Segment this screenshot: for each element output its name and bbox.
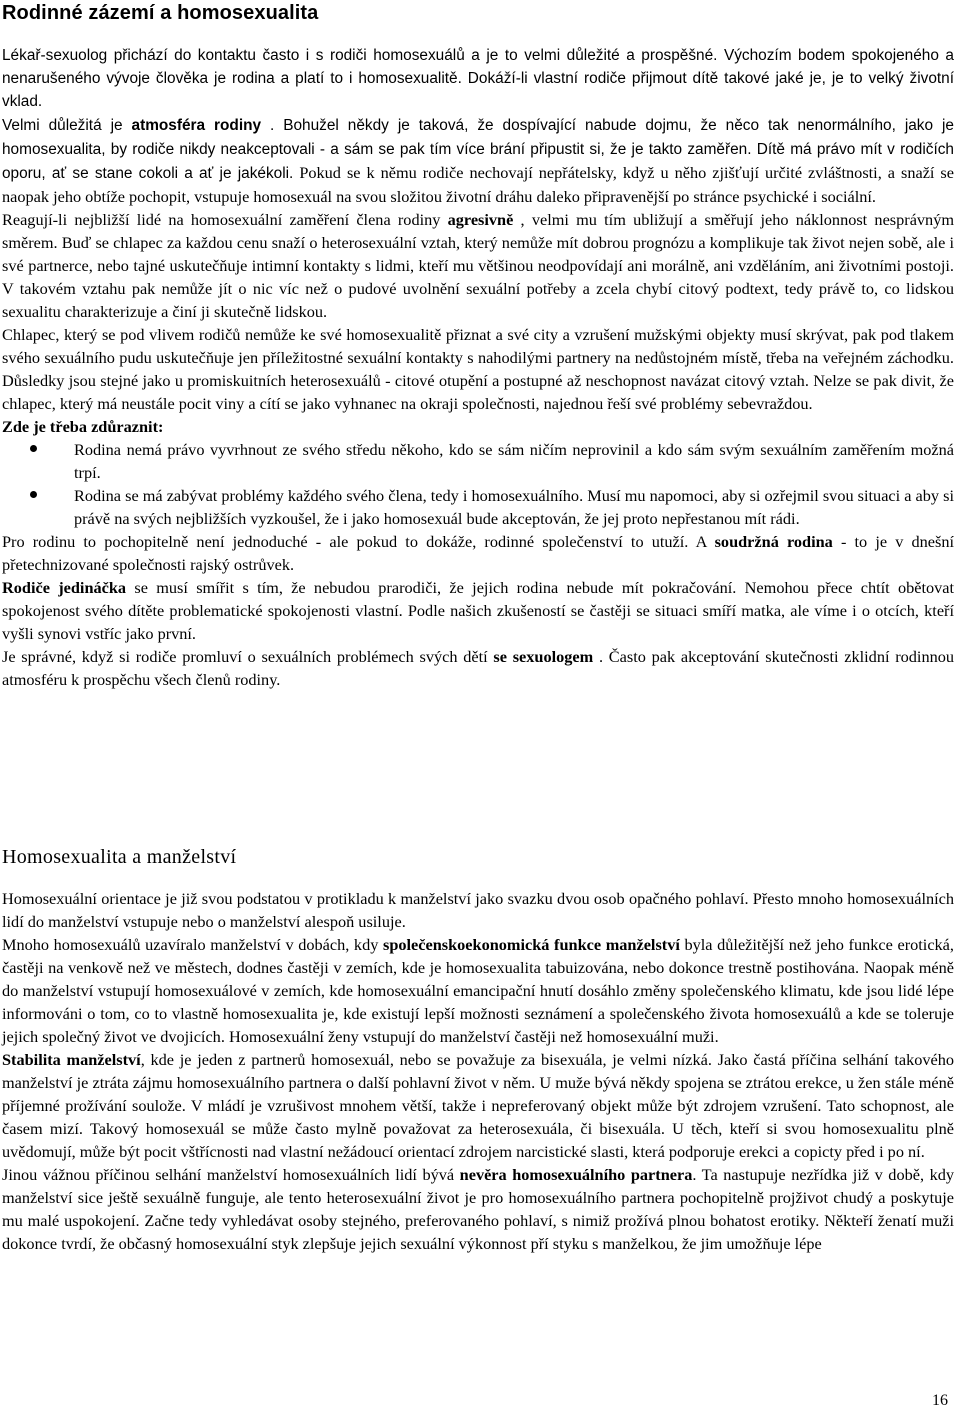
paragraph-text: Pro rodinu to pochopitelně není jednoduché - ale pokud to dokáže, rodinné společenství to utuží. A xyxy=(2,532,715,551)
bold-term: Zde je třeba zdůraznit: xyxy=(2,417,164,436)
bold-term: atmosféra rodiny xyxy=(131,117,262,134)
section-heading-family: Rodinné zázemí a homosexualita xyxy=(2,2,319,24)
paragraph xyxy=(2,576,954,645)
bold-term: soudržná rodina xyxy=(714,532,833,551)
section-family-body xyxy=(2,44,954,691)
paragraph xyxy=(2,1048,954,1163)
paragraph xyxy=(2,530,954,576)
bold-term: agresivně xyxy=(447,210,514,229)
paragraph-text: . Bohužel někdy je taková, že dospívající nabude dojmu, že něco tak nenormálního, jako je homosexualita, by rodiče nikdy neakceptovali - a sám se pak tím více brání připustit si, že je takto zaměřen. Dítě má právo mít v rodičích oporu, ať se stane cokoli a ať je jakékoli. xyxy=(2,117,954,182)
paragraph-text: , kde je jeden z partnerů homosexuál, nebo se považuje za bisexuála, je velmi nízká. Jako častá příčina selhání takového manželství je ztráta zájmu homosexuálního partnera o další pohlavní život v něm. U muže bývá někdy spojena se ztrátou erekce, u žen stále méně příjemné prožívání soulože. V mládí je vzrušivost mnohem větší, takže i nepreferovaný objekt může být zdrojem vzrušení. Tato schopnost, ale časem mizí. Takový homosexuál se může často mylně považovat za heterosexuála, či bisexuála. U těch, kteří si svou homosexualitu plně uvědomují, může být pocit vštřícnosti nad vlastní nežádoucí orientací zdrojem narcistické slasti, která podporuje erekci a copicty před i po ní. xyxy=(2,1050,954,1161)
paragraph-text: Velmi důležitá je xyxy=(2,117,132,134)
section-marriage-body xyxy=(2,887,954,1255)
paragraph-text: Mnoho homosexuálů uzavíralo manželství v dobách, kdy xyxy=(2,935,383,954)
paragraph: Homosexuální orientace je již svou podstatou v protikladu k manželství jako svazku dvou osob opačného pohlaví. Přesto mnoho homosexuálních lidí do manželství vstupuje nebo o manželství alespoň usiluje. xyxy=(2,889,954,931)
paragraph: Chlapec, který se pod vlivem rodičů nemůže ke své homosexualitě přiznat a své city a vzrušení mužskými objekty musí skrývat, pak pod tlakem svého sexuálního pudu uskutečňuje jen příležitostné sexuální kontakty s nahodilými partnery na nedůstojném místě, třeba na veřejném záchodku. Důsledky jsou stejné jako u promiskuitních heterosexuálů - citové otupění a postupné až neschopnost navázat citový vztah. Nelze se pak divit, že chlapec, který má neustále pocit viny a cítí se jako vyhnanec na okraji společnosti, najednou řeší své problémy sebevraždou. xyxy=(2,325,954,413)
bold-term: nevěra homosexuálního partnera xyxy=(459,1165,693,1184)
emphasis-line xyxy=(2,415,954,438)
paragraph-text: , velmi mu tím ubližují a směřují jeho náklonnost nesprávným směrem. Buď se chlapec za každou cenu snaží o heterosexuální vztah, který nemůže mít dobrou prognózu a komplikuje tak život nejen sobě, ale i své partnerce, nebo tajné uskutečňuje intimní kontakty s lidmi, kteří mu většinou neodpovídají ani morálně, ani vzděláním, ani životními postoji. V takovém vztahu pak nemůže jít o nic víc než o pudové uvolnění sexuální potřeby a zcela chybí citový podtext, tedy právě to, co lidskou sexualitu charakterizuje a činí ji skutečně lidskou. xyxy=(2,210,955,321)
paragraph-text: . Ta nastupuje nezřídka již v době, kdy manželství sice ještě sexuálně funguje, ale tento heterosexuální život je pro homosexuálního partnera pochopitelně projživot chudý a poskytuje mu malé uspokojení. Začne tedy vyhledávat osoby stejného, preferovaného pohlaví, s nimiž prožívá plnou bohatost erotiky. Někteří ženatí muži dokonce tvrdí, že občasný homosexuální styk zlepšuje jejich sexuální výkonnost pří styku s manželkou, že jim umožňuje lépe xyxy=(2,1165,954,1253)
list-item-text: Rodina se má zabývat problémy každého svého člena, tedy i homosexuálního. Musí mu napomoci, aby si ozřejmil svou situaci a aby si právě na svých nejbližších vyzkoušel, že i jako homosexuál bude akceptován, že jej proto nepřestanou mít rádi. xyxy=(74,486,954,528)
paragraph-text: Lékař-sexuolog přichází do kontaktu často i s rodiči homosexuálů a je to velmi důležité a prospěšné. Výchozím bodem spokojeného a nenarušeného vývoje člověka je rodina a platí to i homosexualitě. Dokáží-li vlastní rodiče přijmout dítě takové jaké je, je to velký životní vklad. xyxy=(2,47,954,110)
paragraph-text: . Často pak akceptování skutečnosti zklidní rodinnou atmosféru k prospěchu všech členů rodiny. xyxy=(2,647,955,689)
bullet-list xyxy=(2,438,954,530)
paragraph xyxy=(2,44,954,113)
paragraph xyxy=(2,1163,954,1255)
bold-term: se sexuologem xyxy=(493,647,594,666)
paragraph-text: Pokud se k němu rodiče nechovají nepřátelsky, když u něho zjišťují určité zvláštnosti, a snaží se naopak jeho obtíže pochopit, vstupuje homosexuál na svou složitou životní dráhu daleko připravenější po stránce psychické i sociální. xyxy=(2,163,954,206)
paragraph xyxy=(2,113,954,208)
paragraph-text: - to je v dnešní přetechnizované společnosti rajský ostrůvek. xyxy=(2,532,955,574)
paragraph-text: Reagují-li nejbližší lidé na homosexuální zaměření člena rodiny xyxy=(2,210,448,229)
bold-term: Rodiče jedináčka xyxy=(2,578,127,597)
paragraph-text: se musí smířit s tím, že nebudou prarodiči, že jejich rodina nebude mít pokračování. Nemohou přece chtít obětovat spokojenost svého dítěte problematické spokojenosti vlastní. Podle našich zkušeností se častěji se situaci smíří matka, ale víme i o otcích, kteří vyšli synovi vstříc jako první. xyxy=(2,578,955,643)
page-number: 16 xyxy=(932,1392,948,1409)
paragraph-text: Je správné, když si rodiče promluví o sexuálních problémech svých dětí xyxy=(2,647,494,666)
section-heading-marriage: Homosexualita a manželství xyxy=(2,846,237,868)
bold-term: Stabilita manželství xyxy=(2,1050,141,1069)
bold-term: společenskoekonomická funkce manželství xyxy=(382,935,680,954)
list-item-text: Rodina nemá právo vyvrhnout ze svého středu někoho, kdo se sám ničím neprovinil a kdo sám svým sexuálním zaměřením možná trpí. xyxy=(74,440,954,482)
paragraph-text: byla důležitější než jeho funkce erotická, častěji na venkově než ve městech, dodnes častěji v zemích, kde je homosexualita tabuizována, nebo dokonce trestně postihována. Naopak méně do manželství vstupují homosexuálové v zemích, kde homosexuální emancipační hnutí dosáhlo změny společenského klimatu, kde jsou lidé lépe informováni o tom, co to vlastně homosexualita je, kde existují lepší možnosti seznámení a společenského života homosexuálů a kde se toleruje jejich společný život ve dvojicích. Homosexuální ženy vstupují do manželství častěji než homosexuální muži. xyxy=(2,935,954,1046)
paragraph xyxy=(2,645,954,691)
bullet-icon xyxy=(30,445,37,452)
bullet-icon xyxy=(30,491,37,498)
paragraph xyxy=(2,933,954,1048)
list-item xyxy=(2,438,954,484)
list-item xyxy=(2,484,954,530)
paragraph-text: Jinou vážnou příčinou selhání manželství homosexuálních lidí bývá xyxy=(2,1165,460,1184)
paragraph xyxy=(2,208,954,323)
